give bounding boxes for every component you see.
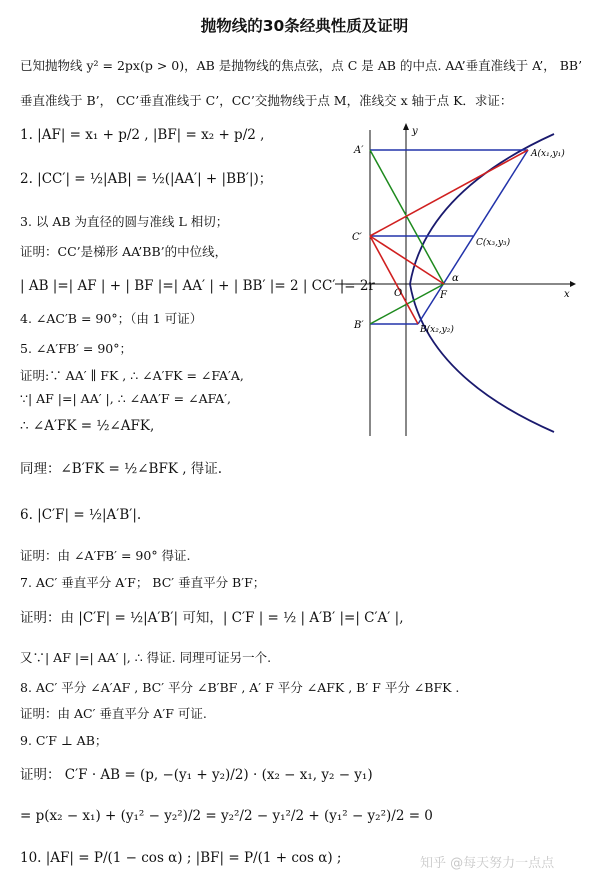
property-7-proof-2: 又∵| AF |=| AA′ |, ∴ 得证. 同理可证另一个. <box>20 650 272 665</box>
parabola-diagram <box>330 118 592 440</box>
property-5-proof-1: 证明:∵ AA′ ∥ FK , ∴ ∠A′FK = ∠FA′A, <box>20 368 244 383</box>
property-9-proof-1: 证明： C′F · AB = (p, −(y₁ + y₂)/2) · (x₂ − x₁, y₂ − y₁) <box>20 767 373 783</box>
property-7: 7. AC′ 垂直平分 A′F； BC′ 垂直平分 B′F； <box>20 575 266 590</box>
x-arrow-icon <box>570 281 576 287</box>
label-A: A(x₁,y₁) <box>531 149 565 159</box>
property-10: 10. |AF| = P/(1 − cos α) ; |BF| = P/(1 + cos α) ; <box>20 850 342 866</box>
label-alpha: α <box>452 273 459 284</box>
property-9: 9. C′F ⊥ AB； <box>20 733 108 748</box>
property-8: 8. AC′ 平分 ∠A′AF , BC′ 平分 ∠B′BF , A′ F 平分 ∠AFK , B′ F 平分 ∠BFK . <box>20 680 460 695</box>
property-5-proof-3: ∴ ∠A′FK = ½∠AFK, <box>20 418 155 434</box>
property-5-proof-2: ∵| AF |=| AA′ |, ∴ ∠AA′F = ∠AFA′, <box>20 391 232 406</box>
label-A-prime: A′ <box>354 145 364 156</box>
property-6: 6. |C′F| = ½|A′B′|. <box>20 507 142 523</box>
focal-chord-AB <box>418 150 528 324</box>
label-x: x <box>564 289 570 300</box>
intro-line-2: 垂直准线于 B’， CC’垂直准线于 C’，CC’交抛物线于点 M，准线交 x 轴于点 K．求证： <box>20 93 513 108</box>
label-B: B(x₂,y₂) <box>420 325 454 335</box>
intro-line-1: 已知抛物线 y² = 2px(p > 0)，AB 是抛物线的焦点弦，点 C 是 AB 的中点. AA’垂直准线于 A’， BB’ <box>20 58 583 73</box>
parabola-curve <box>410 134 554 432</box>
property-1: 1. |AF| = x₁ + p/2 , |BF| = x₂ + p/2 , <box>20 127 265 143</box>
label-C: C(x₃,y₃) <box>476 238 511 248</box>
segment-C-prime-F <box>370 236 444 284</box>
property-9-proof-2: = p(x₂ − x₁) + (y₁² − y₂²)/2 = y₂²/2 − y₁²/2 + (y₁² − y₂²)/2 = 0 <box>20 808 433 824</box>
segment-A-prime-F <box>370 150 444 284</box>
property-4: 4. ∠AC′B = 90°；（由 1 可证） <box>20 311 203 326</box>
watermark: 知乎 @每天努力一点点 <box>420 856 555 871</box>
label-O: O <box>394 288 403 299</box>
property-3-proof-1: 证明：CC’是梯形 AA’BB’的中位线， <box>20 244 228 259</box>
property-8-proof: 证明：由 AC′ 垂直平分 A′F 可证. <box>20 706 207 721</box>
parabola-figure <box>330 118 592 440</box>
y-arrow-icon <box>403 123 409 130</box>
property-2: 2. |CC′| = ½|AB| = ½(|AA′| + |BB′|)； <box>20 171 273 187</box>
label-B-prime: B′ <box>354 320 364 331</box>
label-y: y <box>412 126 418 137</box>
property-5: 5. ∠A′FB′ = 90°； <box>20 341 133 356</box>
property-5-proof-4: 同理：∠B′FK = ½∠BFK , 得证. <box>20 461 223 477</box>
label-F: F <box>440 290 447 301</box>
property-6-proof: 证明：由 ∠A′FB′ = 90° 得证. <box>20 548 191 563</box>
property-3-proof-2: | AB |=| AF | + | BF |=| AA′ | + | BB′ |= 2 | CC′ |= 2r <box>20 278 375 294</box>
label-C-prime: C′ <box>352 232 362 243</box>
property-7-proof-1: 证明：由 |C′F| = ½|A′B′| 可知，| C′F | = ½ | A′B′ |=| C′A′ |, <box>20 610 404 626</box>
page-title: 抛物线的30条经典性质及证明 <box>200 17 409 35</box>
property-3: 3. 以 AB 为直径的圆与准线 L 相切； <box>20 214 229 229</box>
